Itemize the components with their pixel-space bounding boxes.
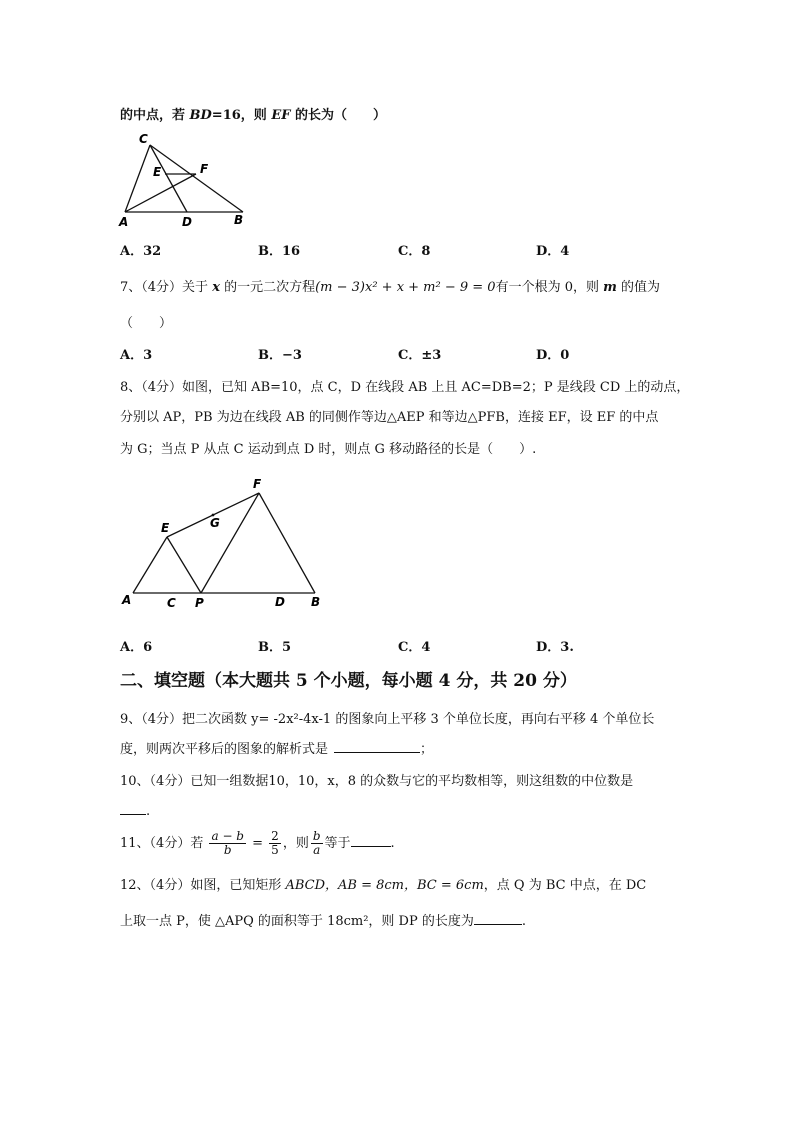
- q6-option-c[interactable]: C．8: [398, 244, 431, 259]
- fraction-b-over-a: $\frac{b}{a}$: [312, 829, 321, 857]
- q10-stem-line-2: .: [120, 802, 150, 819]
- section-2-heading: 二、填空题（本大题共 5 个小题，每小题 4 分，共 20 分）: [120, 671, 577, 691]
- q10-answer-blank[interactable]: [120, 802, 146, 815]
- label-P: P: [195, 596, 204, 610]
- label-E: E: [161, 521, 170, 535]
- q7-stem: 7、（4分）关于 x 的一元二次方程(m − 3)x² + x + m² − 9 = 0有一个根为 0，则 m 的值为: [120, 280, 661, 295]
- q12-stem-line-2: 上取一点 P，使 △APQ 的面积等于 18cm²，则 DP 的长度为 .: [120, 914, 527, 929]
- label-C: C: [139, 132, 148, 146]
- label-F: F: [253, 477, 262, 491]
- q6-option-d[interactable]: D．4: [536, 244, 570, 259]
- q6-triangle-figure: [115, 128, 255, 228]
- label-E: E: [153, 165, 162, 179]
- q6-option-a[interactable]: A．32: [120, 244, 162, 259]
- label-B: B: [311, 595, 321, 609]
- q8-stem-line-2: 分别以 AP，PB 为边在线段 AB 的同侧作等边△AEP 和等边△PFB，连接 EF，设 EF 的中点: [120, 410, 659, 425]
- q8-option-d[interactable]: D．3.: [536, 640, 574, 655]
- label-D: D: [275, 595, 285, 609]
- label-B: B: [234, 213, 244, 227]
- q7-paren: （ ）: [120, 316, 173, 331]
- label-A: A: [122, 593, 132, 607]
- q7-option-d[interactable]: D．0: [536, 348, 570, 363]
- fraction-a-minus-b-over-b: $\frac{a - b}{b}$: [211, 829, 244, 857]
- fraction-2-over-5: $\frac{2}{5}$: [271, 829, 279, 857]
- label-A: A: [119, 215, 129, 228]
- q7-option-b[interactable]: B．−3: [258, 348, 302, 363]
- q7-option-a[interactable]: A．3: [120, 348, 153, 363]
- q10-stem-line-1: 10、（4分）已知一组数据10，10，x，8 的众数与它的平均数相等，则这组数的中位数是: [120, 774, 634, 789]
- q9-stem-line-1: 9、（4分）把二次函数 y= -2x²-4x-1 的图象向上平移 3 个单位长度，再向右平移 4 个单位长: [120, 712, 655, 727]
- label-C: C: [167, 596, 176, 610]
- q6-option-b[interactable]: B．16: [258, 244, 301, 259]
- label-F: F: [200, 162, 209, 176]
- label-G: G: [210, 516, 220, 530]
- q11-stem: 11、（4分）若 $\frac{a - b}{b}$ = $\frac{2}{5}$ ，则 $\frac{b}{a}$ 等于 .: [120, 829, 395, 857]
- q9-stem-line-2: 度，则两次平移后的图象的解析式是 ；: [120, 742, 434, 757]
- q9-answer-blank[interactable]: [334, 740, 420, 753]
- q8-equilateral-figure: [115, 474, 335, 614]
- q7-option-c[interactable]: C．±3: [398, 348, 442, 363]
- q8-option-a[interactable]: A．6: [120, 640, 153, 655]
- q8-option-b[interactable]: B．5: [258, 640, 292, 655]
- q6-stem: 的中点，若 BD=16，则 EF 的长为（ ）: [120, 108, 386, 123]
- q8-stem-line-3: 为 G；当点 P 从点 C 运动到点 D 时，则点 G 移动路径的长是（ ）.: [120, 442, 537, 457]
- q12-stem-line-1: 12、（4分）如图，已知矩形 ABCD，AB = 8cm，BC = 6cm，点 Q 为 BC 中点，在 DC: [120, 878, 647, 893]
- q8-option-c[interactable]: C．4: [398, 640, 431, 655]
- q8-stem-line-1: 8、（4分）如图，已知 AB=10，点 C，D 在线段 AB 上且 AC=DB=2；P 是线段 CD 上的动点，: [120, 380, 690, 395]
- label-D: D: [182, 215, 192, 228]
- q12-answer-blank[interactable]: [474, 912, 522, 925]
- q11-answer-blank[interactable]: [351, 834, 391, 847]
